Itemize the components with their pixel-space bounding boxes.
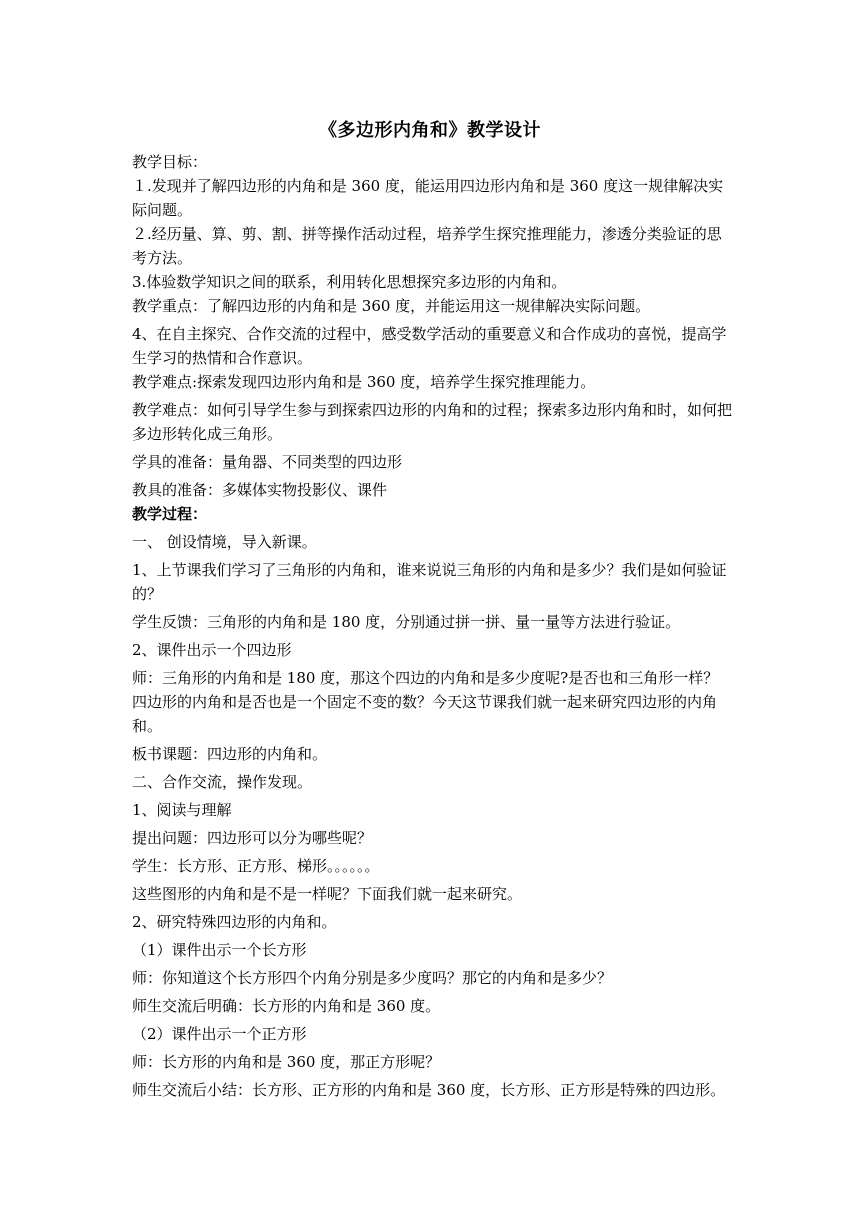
section-heading: 教学过程： — [132, 505, 208, 523]
paragraph: 学具的准备：量角器、不同类型的四边形 — [132, 453, 403, 471]
paragraph: １.发现并了解四边形的内角和是 360 度，能运用四边形内角和是 360 度这一规律解决实际问题。 — [132, 177, 724, 219]
paragraph: 教学目标： — [132, 153, 208, 171]
document-title: 《多边形内角和》教学设计 — [319, 120, 541, 141]
paragraph: 板书课题：四边形的内角和。 — [132, 745, 328, 763]
paragraph: 二、合作交流，操作发现。 — [132, 773, 313, 791]
paragraph: ２.经历量、算、剪、割、拼等操作活动过程，培养学生探究推理能力，渗透分类验证的思考方法。 — [132, 225, 722, 267]
paragraph: 教学难点:探索发现四边形内角和是 360 度，培养学生探究推理能力。 — [132, 373, 596, 391]
paragraph: 师：长方形的内角和是 360 度，那正方形呢？ — [132, 1053, 441, 1071]
paragraph: 师：三角形的内角和是 180 度，那这个四边的内角和是多少度呢?是否也和三角形一样？四边形的内角和是否也是一个固定不变的数？今天这节课我们就一起来研究四边形的内角和。 — [132, 669, 719, 735]
paragraph: 师生交流后小结：长方形、正方形的内角和是 360 度，长方形、正方形是特殊的四边形。 — [132, 1081, 726, 1099]
paragraph: 教学难点：如何引导学生参与到探索四边形的内角和的过程；探索多边形内角和时，如何把多边形转化成三角形。 — [132, 401, 733, 443]
document-body — [132, 150, 732, 1102]
paragraph: 学生：长方形、正方形、梯形。。。。。。 — [132, 857, 380, 875]
paragraph: 师生交流后明确：长方形的内角和是 360 度。 — [132, 997, 441, 1015]
paragraph: 4、在自主探究、合作交流的过程中，感受数学活动的重要意义和合作成功的喜悦，提高学生学习的热情和合作意识。 — [132, 325, 727, 367]
paragraph: 教学重点：了解四边形的内角和是 360 度，并能运用这一规律解决实际问题。 — [132, 297, 651, 315]
paragraph: 这些图形的内角和是不是一样呢？下面我们就一起来研究。 — [132, 885, 523, 903]
paragraph: 提出问题：四边形可以分为哪些呢？ — [132, 829, 373, 847]
paragraph: （1）课件出示一个长方形 — [132, 941, 307, 959]
paragraph: 3.体验数学知识之间的联系，利用转化思想探究多边形的内角和。 — [132, 273, 567, 291]
paragraph: 1、上节课我们学习了三角形的内角和，谁来说说三角形的内角和是多少？我们是如何验证的？ — [132, 561, 727, 603]
paragraph: 学生反馈：三角形的内角和是 180 度，分别通过拼一拼、量一量等方法进行验证。 — [132, 613, 681, 631]
paragraph: 教具的准备：多媒体实物投影仪、课件 — [132, 481, 388, 499]
paragraph: 一、 创设情境，导入新课。 — [132, 533, 317, 551]
paragraph: 2、课件出示一个四边形 — [132, 641, 292, 659]
paragraph: 1、阅读与理解 — [132, 801, 232, 819]
paragraph: 2、研究特殊四边形的内角和。 — [132, 913, 337, 931]
paragraph: （2）课件出示一个正方形 — [132, 1025, 307, 1043]
paragraph: 师：你知道这个长方形四个内角分别是多少度吗？那它的内角和是多少？ — [132, 969, 613, 987]
